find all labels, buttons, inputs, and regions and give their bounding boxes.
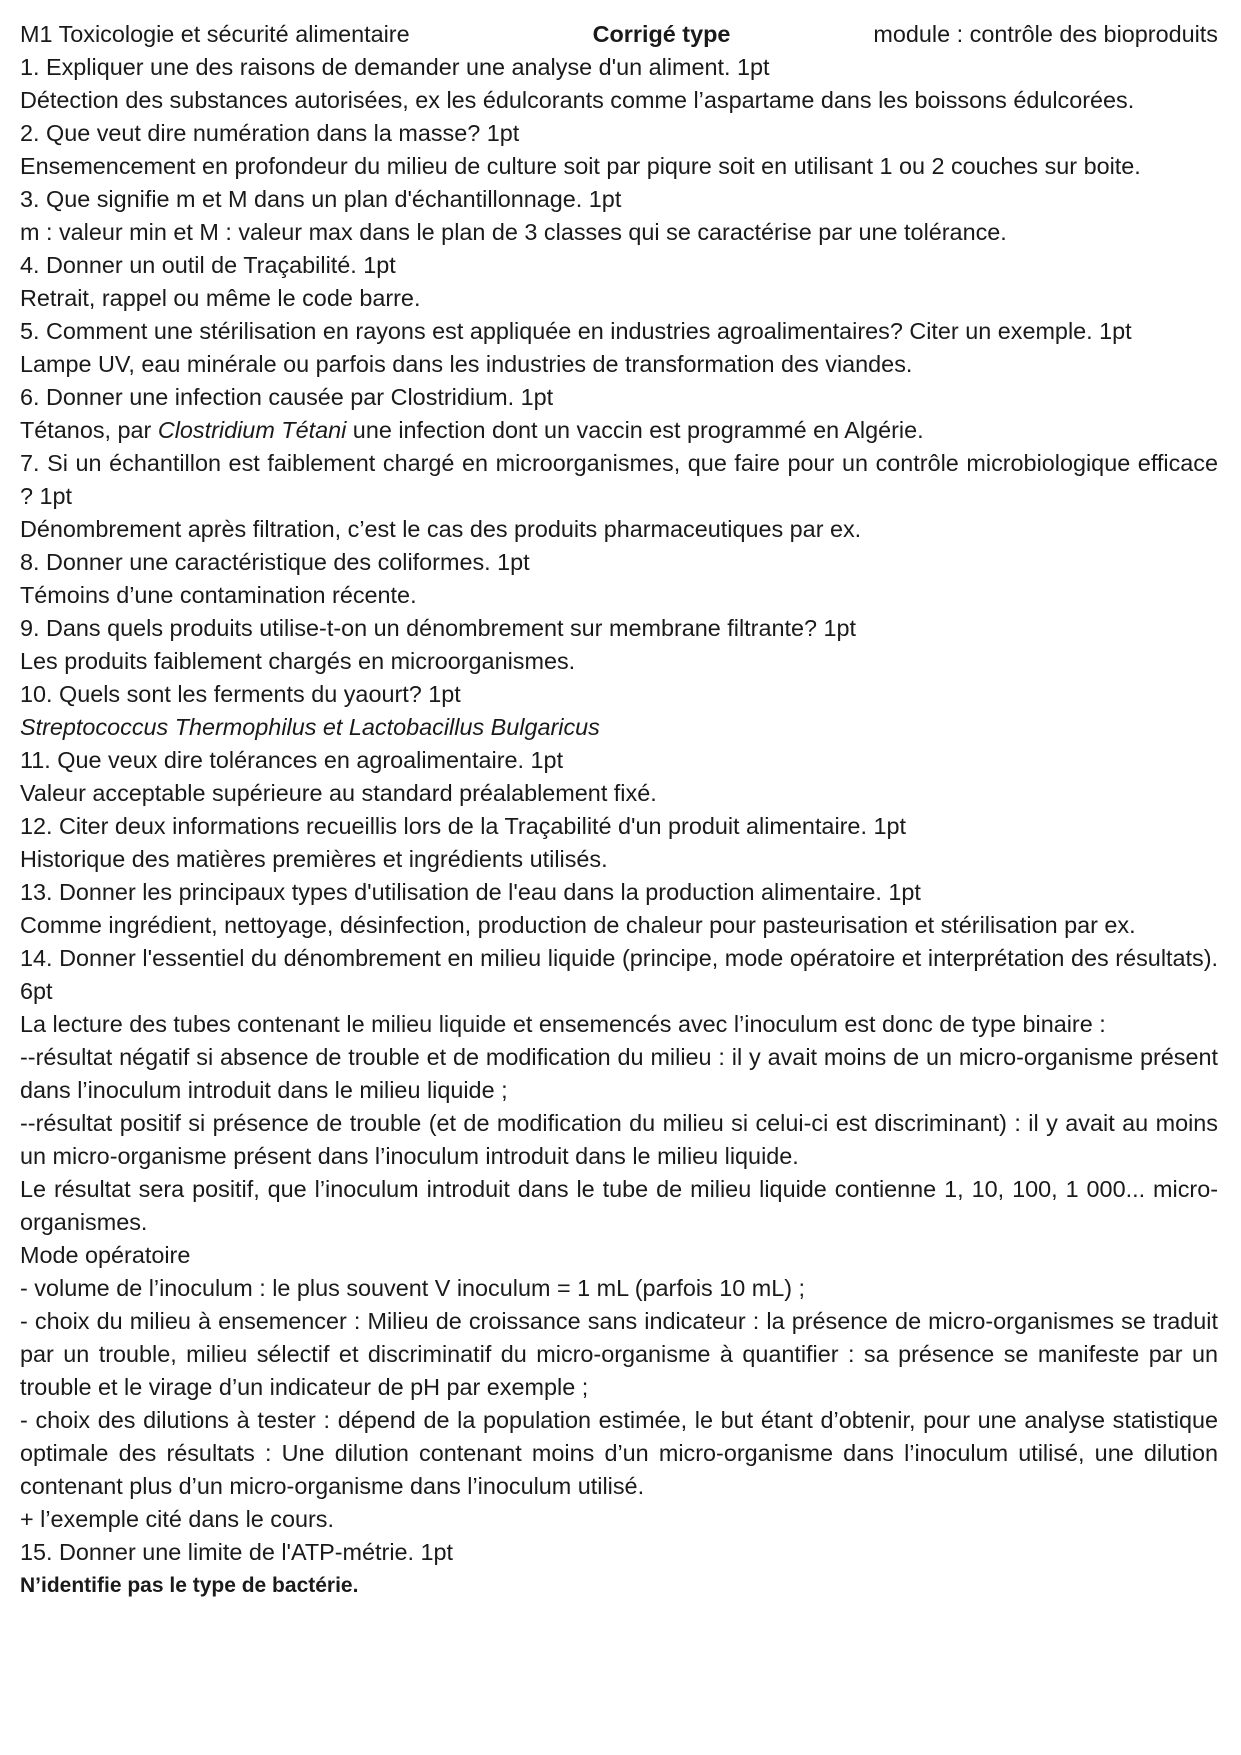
answer-2: Ensemencement en profondeur du milieu de culture soit par piqure soit en utilisant 1 ou 2 couches sur boite.: [20, 153, 1141, 179]
answer-12: Historique des matières premières et ingrédients utilisés.: [20, 846, 608, 872]
answer-14-positive: --résultat positif si présence de trouble (et de modification du milieu si celui-ci est discriminant) : il y avait au moins un micro-organisme présent dans l’inoculum introduit dans le milieu liquide.: [20, 1110, 1218, 1169]
answer-1: Détection des substances autorisées, ex les édulcorants comme l’aspartame dans les boissons édulcorées.: [20, 87, 1135, 113]
answer-14-volume: - volume de l’inoculum : le plus souvent V inoculum = 1 mL (parfois 10 mL) ;: [20, 1275, 806, 1301]
answer-14-medium: - choix du milieu à ensemencer : Milieu de croissance sans indicateur : la présence de micro-organismes se traduit par un trouble, milieu sélectif et discriminatif du micro-organisme à quantifier : sa présence se manifeste par un trouble et le virage d’un indicateur de pH par exemple ;: [20, 1308, 1218, 1400]
question-14: 14. Donner l'essentiel du dénombrement en milieu liquide (principe, mode opératoire et interprétation des résultats). 6pt: [20, 945, 1218, 1004]
document-header: [20, 18, 1218, 51]
header-doc-type: Corrigé type: [592, 21, 731, 47]
question-3: 3. Que signifie m et M dans un plan d'échantillonnage. 1pt: [20, 186, 622, 212]
answer-13: Comme ingrédient, nettoyage, désinfection, production de chaleur pour pasteurisation et stérilisation par ex.: [20, 912, 1136, 938]
answer-7: Dénombrement après filtration, c’est le cas des produits pharmaceutiques par ex.: [20, 516, 862, 542]
answer-9: Les produits faiblement chargés en microorganismes.: [20, 648, 576, 674]
header-module: module : contrôle des bioproduits: [873, 21, 1218, 47]
answer-3: m : valeur min et M : valeur max dans le plan de 3 classes qui se caractérise par une tolérance.: [20, 219, 1007, 245]
question-6: 6. Donner une infection causée par Clostridium. 1pt: [20, 384, 554, 410]
question-8: 8. Donner une caractéristique des coliformes. 1pt: [20, 549, 530, 575]
answer-11: Valeur acceptable supérieure au standard préalablement fixé.: [20, 780, 657, 806]
answer-14-result: Le résultat sera positif, que l’inoculum introduit dans le tube de milieu liquide contienne 1, 10, 100, 1 000... micro-organismes.: [20, 1176, 1218, 1235]
answer-6: [20, 414, 1218, 447]
question-10: 10. Quels sont les ferments du yaourt? 1pt: [20, 681, 461, 707]
answer-14-negative: --résultat négatif si absence de trouble et de modification du milieu : il y avait moins de un micro-organisme présent dans l’inoculum introduit dans le milieu liquide ;: [20, 1044, 1218, 1103]
question-7: 7. Si un échantillon est faiblement chargé en microorganismes, que faire pour un contrôle microbiologique efficace ? 1pt: [20, 450, 1218, 509]
question-2: 2. Que veut dire numération dans la masse? 1pt: [20, 120, 520, 146]
answer-14-dilutions: - choix des dilutions à tester : dépend de la population estimée, le but étant d’obtenir, pour une analyse statistique optimale des résultats : Une dilution contenant moins d’un micro-organisme dans l’inoculum utilisé, une dilution contenant plus d’un micro-organisme dans l’inoculum utilisé.: [20, 1407, 1218, 1499]
question-9: 9. Dans quels produits utilise-t-on un dénombrement sur membrane filtrante? 1pt: [20, 615, 856, 641]
answer-15: N’identifie pas le type de bactérie.: [20, 1574, 359, 1597]
answer-5: Lampe UV, eau minérale ou parfois dans les industries de transformation des viandes.: [20, 351, 913, 377]
answer-6-species: Clostridium Tétani: [157, 417, 347, 443]
answer-14-procedure-title: Mode opératoire: [20, 1242, 191, 1268]
answer-6-prefix: Tétanos, par: [20, 417, 158, 443]
question-15: 15. Donner une limite de l'ATP-métrie. 1pt: [20, 1539, 454, 1565]
question-11: 11. Que veux dire tolérances en agroalimentaire. 1pt: [20, 747, 564, 773]
question-4: 4. Donner un outil de Traçabilité. 1pt: [20, 252, 396, 278]
document-page: [20, 18, 1218, 1602]
answer-10: Streptococcus Thermophilus et Lactobacillus Bulgaricus: [20, 714, 600, 740]
question-1: 1. Expliquer une des raisons de demander une analyse d'un aliment. 1pt: [20, 54, 770, 80]
header-course-title: M1 Toxicologie et sécurité alimentaire: [20, 21, 410, 47]
answer-4: Retrait, rappel ou même le code barre.: [20, 285, 421, 311]
answer-8: Témoins d’une contamination récente.: [20, 582, 417, 608]
answer-14-principle: La lecture des tubes contenant le milieu liquide et ensemencés avec l’inoculum est donc de type binaire :: [20, 1011, 1106, 1037]
question-13: 13. Donner les principaux types d'utilisation de l'eau dans la production alimentaire. 1pt: [20, 879, 921, 905]
question-5: 5. Comment une stérilisation en rayons est appliquée en industries agroalimentaires? Citer un exemple. 1pt: [20, 318, 1132, 344]
question-12: 12. Citer deux informations recueillis lors de la Traçabilité d'un produit alimentaire. 1pt: [20, 813, 906, 839]
answer-14-example: + l’exemple cité dans le cours.: [20, 1506, 334, 1532]
answer-6-suffix: une infection dont un vaccin est programmé en Algérie.: [346, 417, 924, 443]
